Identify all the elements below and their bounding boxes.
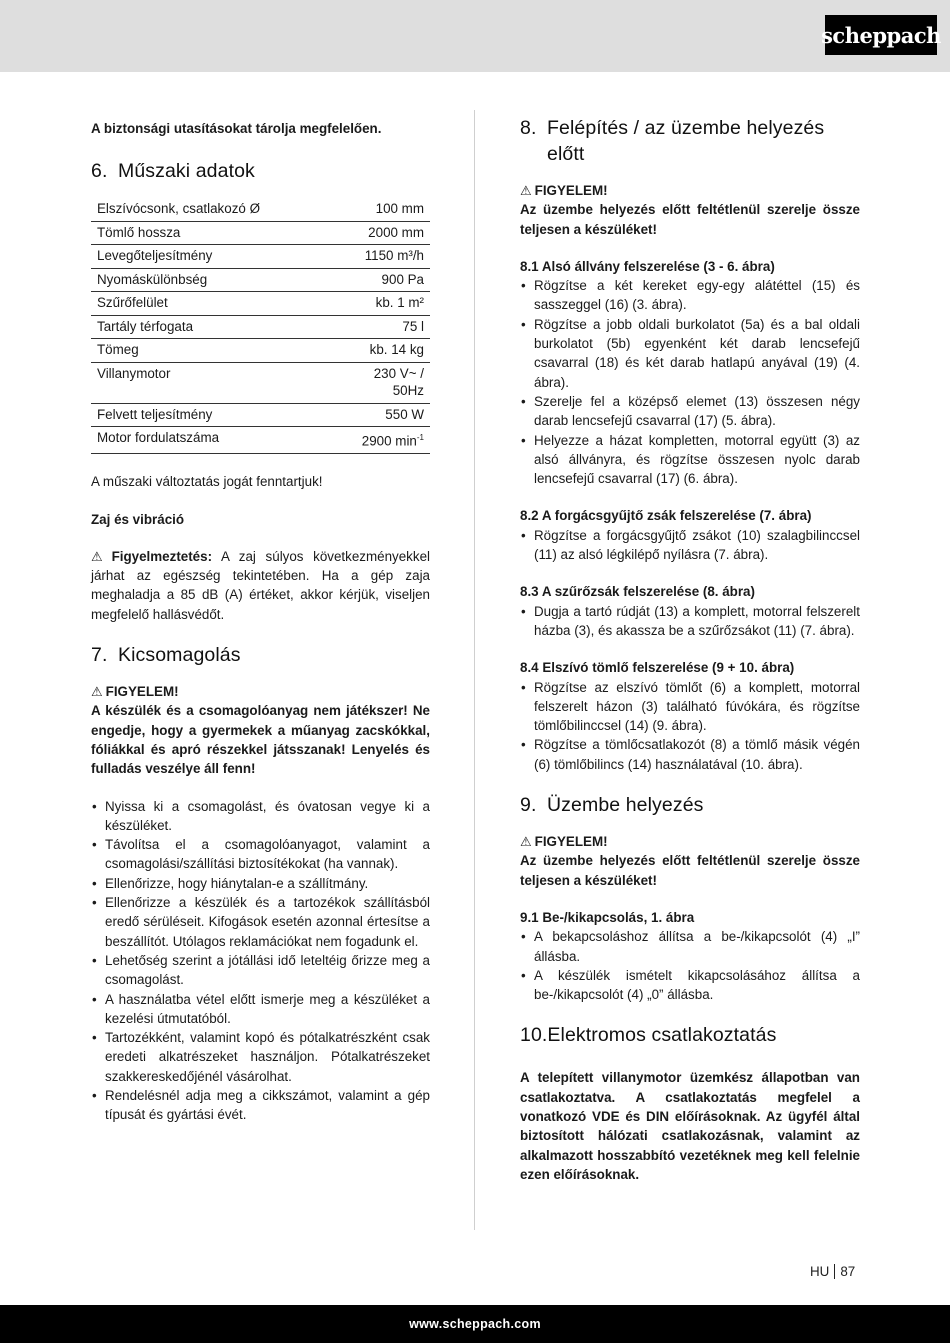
changes-note: A műszaki változtatás jogát fenntartjuk! [91, 474, 323, 490]
list-item: • Ellenőrizze a készülék és a tartozékok szállításból eredő sérüléseit. Kifogások esetén azonnal értesítse a beszállítót. Utólagos reklamációkat nem fogadunk el. [91, 893, 430, 951]
list-8-4 [520, 678, 860, 774]
spec-table [91, 198, 430, 454]
unpacking-warning: A készülék és a csomagolóanyag nem játékszer! Ne engedje, hogy a gyermekek a műanyag zacskókkal, fóliákkal és apró részekkel játsszanak! Lenyelés és fulladás veszélye áll fenn! [91, 703, 430, 777]
list-item: • Távolítsa el a csomagolóanyagot, valamint a csomagolási/szállítási biztosítékokat (ha vannak). [91, 835, 430, 874]
right-column [520, 119, 860, 1184]
list-item: • Helyezze a házat kompletten, motorral együtt (3) az alsó állványra, és rögzítse összesen nyolc darab lencsefejű csavarral (17) (6. ábra). [520, 431, 860, 489]
list-item: • Rögzítse a két kereket egy-egy alátéttel (15) és sasszeggel (16) (3. ábra). [520, 276, 860, 315]
spec-value: 2900 $\min^{-1}$ [329, 427, 430, 454]
warning-icon: ⚠ [520, 834, 532, 850]
spec-label: Tömlő hossza [91, 221, 329, 245]
list-item: • Dugja a tartó rúdját (13) a komplett, motorral felszerelt házba (3), és akassza be a szűrőzsákot (11) (7. ábra). [520, 602, 860, 641]
list-item: • Lehetőség szerint a jótállási idő leteltéig őrizze meg a csomagolást. [91, 951, 430, 990]
spec-label: Levegőteljesítmény [91, 245, 329, 269]
spec-row [91, 245, 430, 269]
list-item: • A használatba vétel előtt ismerje meg a készüléket a kezelési útmutatóból. [91, 990, 430, 1029]
left-column [91, 119, 430, 1125]
attention-label: ⚠ FIGYELEM! [91, 684, 179, 700]
spec-value: 550 W [329, 403, 430, 427]
spec-row [91, 315, 430, 339]
spec-label: Villanymotor [91, 362, 329, 403]
warning-icon: ⚠ [520, 183, 532, 198]
spec-label: Szűrőfelület [91, 292, 329, 316]
spec-value: kb. 1 m² [329, 292, 430, 316]
spec-row [91, 427, 430, 454]
spec-value: 75 l [329, 315, 430, 339]
noise-warning: ⚠ Figyelmeztetés: A zaj súlyos következményekkel járhat az egészség tekintetében. Ha a gép zaja meghaladja a 85 dB (A) értéket, akkor kérjük, viseljen megfelelő hallásvédőt. [91, 548, 430, 622]
spec-label: Motor fordulatszáma [91, 427, 329, 454]
warning-icon: ⚠ [91, 684, 103, 700]
list-8-3 [520, 602, 860, 641]
list-item: • Rendelésnél adja meg a cikkszámot, valamint a gép típusát és gyártási évét. [91, 1086, 430, 1125]
spec-value: 2000 mm [329, 221, 430, 245]
spec-value: 230 V~ / 50Hz [329, 362, 430, 403]
spec-row [91, 221, 430, 245]
spec-row [91, 403, 430, 427]
list-item: • Rögzítse az elszívó tömlőt (6) a komplett, motorral felszerelt házon (3) található fúvókára, és rögzítse tömlőbilinccsel (14) (9. ábra). [520, 678, 860, 736]
list-item: • A készülék ismételt kikapcsolásához állítsa a be-/kikapcsolót (4) „0” állásba. [520, 966, 860, 1005]
spec-value: kb. 14 kg [329, 339, 430, 363]
list-8-1 [520, 276, 860, 488]
website-url: www.scheppach.com [409, 1317, 541, 1331]
noise-heading: Zaj és vibráció [91, 511, 185, 527]
section6-heading: 6. Műszaki adatok [91, 160, 255, 183]
spec-value: 900 Pa [329, 268, 430, 292]
spec-row [91, 362, 430, 403]
spec-label: Nyomáskülönbség [91, 268, 329, 292]
sub-heading-8-4: 8.4 Elszívó tömlő felszerelése (9 + 10. ábra) [520, 660, 795, 676]
section8-heading: 8. Felépítés / az üzembe helyezés előtt [520, 117, 825, 165]
column-divider [474, 110, 475, 1230]
spec-value: 1150 m³/h [329, 245, 430, 269]
list-item: • A bekapcsoláshoz állítsa a be-/kikapcsolót (4) „I” állásba. [520, 927, 860, 966]
spec-label: Tartály térfogata [91, 315, 329, 339]
header-bar [0, 0, 950, 72]
spec-row [91, 268, 430, 292]
section9-heading: 9. Üzembe helyezés [520, 794, 704, 817]
warning-icon: ⚠ [91, 548, 109, 564]
spec-label: Elszívócsonk, csatlakozó Ø [91, 198, 329, 221]
attention-label: ⚠ FIGYELEM! [520, 834, 608, 850]
page-number: HU 87 [810, 1264, 856, 1279]
attention-label: ⚠ FIGYELEM! [520, 183, 608, 198]
list-item: • Szerelje fel a középső elemet (13) összesen négy darab lencsefejű csavarral (17) (5. ábra). [520, 392, 860, 431]
section10-heading: 10. Elektromos csatlakoztatás [520, 1024, 777, 1047]
sub-heading-8-1: 8.1 Alsó állvány felszerelése (3 - 6. ábra) [520, 258, 775, 274]
spec-label: Felvett teljesítmény [91, 403, 329, 427]
sub-heading-9-1: 9.1 Be-/kikapcsolás, 1. ábra [520, 909, 695, 925]
list-item: • Rögzítse a jobb oldali burkolatot (5a) és a bal oldali burkolatot (5b) egyenként két darab lencsefejű csavarral (18) és két darab hatlapú anyával (19) (4. ábra). [520, 315, 860, 392]
list-item: • Tartozékként, valamint kopó és pótalkatrészként csak eredeti alkatrészeket használjon. Pótalkatrészeket szakkereskedőjénél vásárolhat. [91, 1028, 430, 1086]
sub-heading-8-3: 8.3 A szűrőzsák felszerelése (8. ábra) [520, 584, 755, 600]
spec-label: Tömeg [91, 339, 329, 363]
spec-row [91, 292, 430, 316]
spec-row [91, 198, 430, 221]
brand-logo: scheppach [825, 15, 937, 55]
list-8-2 [520, 526, 860, 565]
startup-warning: Az üzembe helyezés előtt feltétlenül szerelje össze teljesen a készüléket! [520, 853, 860, 888]
section7-heading: 7. Kicsomagolás [91, 644, 241, 667]
list-item: • Rögzítse a tömlőcsatlakozót (8) a tömlő másik végén (6) tömlőbilincs (14) használatával (10. ábra). [520, 735, 860, 774]
list-item: • Nyissa ki a csomagolást, és óvatosan vegye ki a készüléket. [91, 797, 430, 836]
spec-value: 100 mm [329, 198, 430, 221]
intro-text: A biztonsági utasításokat tárolja megfelelően. [91, 121, 382, 136]
sub-heading-8-2: 8.2 A forgácsgyűjtő zsák felszerelése (7. ábra) [520, 508, 812, 524]
list-9-1 [520, 927, 860, 1004]
unpacking-list [91, 797, 430, 1125]
list-item: • Rögzítse a forgácsgyűjtő zsákot (10) szalagbilinccsel (11) az alsó légkilépő nyílásra (7. ábra). [520, 526, 860, 565]
spec-row [91, 339, 430, 363]
page-separator [834, 1264, 835, 1279]
assembly-warning: Az üzembe helyezés előtt feltétlenül szerelje össze teljesen a készüléket! [520, 202, 860, 237]
electrical-text: A telepített villanymotor üzemkész állapotban van csatlakoztatva. A csatlakoztatás megfelel a vonatkozó VDE és DIN előírásoknak. Az ügyfél által biztosított hálózati csatlakozásnak, valamint az alkalmazott hosszabbító vezetéknek meg kell felelnie ezen előírásoknak. [520, 1070, 860, 1182]
footer-bar [0, 1305, 950, 1343]
list-item: • Ellenőrizze, hogy hiánytalan-e a szállítmány. [91, 874, 430, 893]
